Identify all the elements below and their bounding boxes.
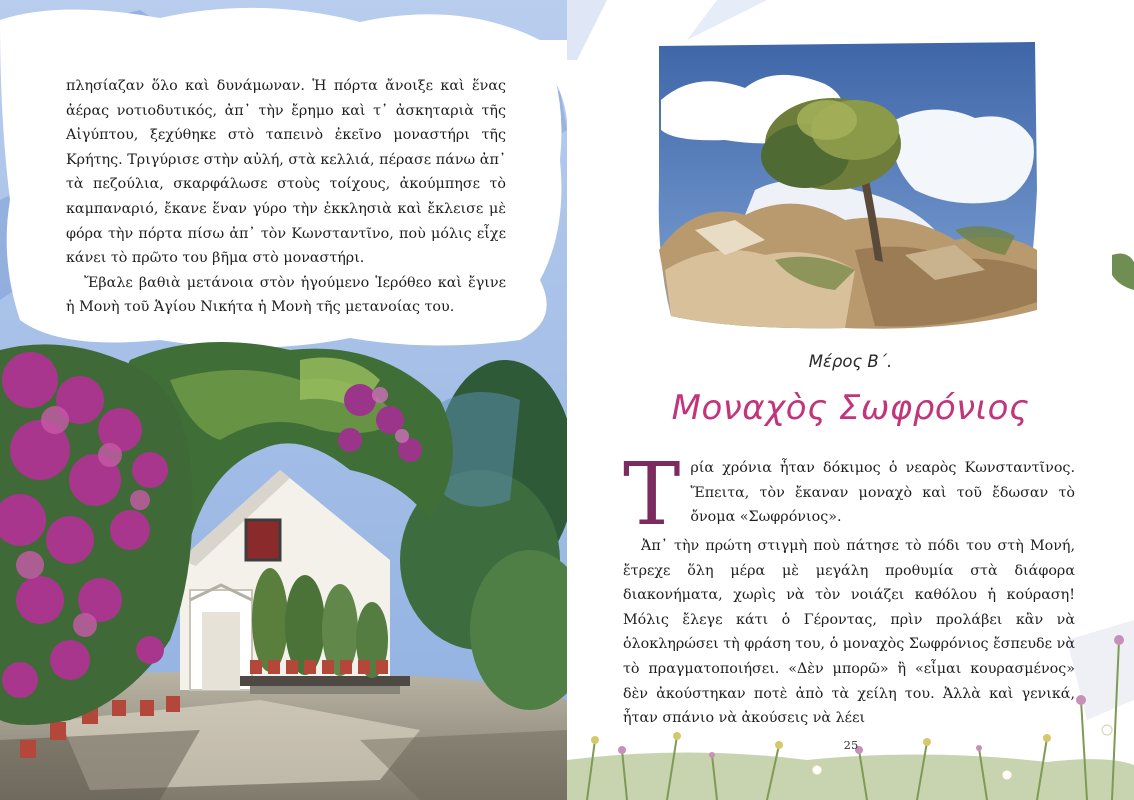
right-paragraph-2: Ἀπ᾽ τὴν πρώτη στιγμὴ ποὺ πάτησε τὸ πόδι του στὴ Μονή, ἔτρεχε ὅλη μέρα μὲ μεγάλη προθυμία στὰ διάφορα διακονήματα, χωρὶς νὰ τὸν νοιάζει καθόλου ἡ κούραση! Μόλις ἔλεγε κάτι ὁ Γέροντας, πρὶν προλάβει κἂν νὰ ὁλοκληρώσει τὴ φράση του, ὁ μοναχὸς Σωφρόνιος ἔσπευδε νὰ τὸ πραγματοποιήσει. «Δὲν μπορῶ» ἢ «εἶμαι κουρασμένος» δὲν ἀκούστηκαν ποτὲ ἀπὸ τὰ χείλη του. Ἀλλὰ καὶ γενικά, ἦταν σπάνιο νὰ ἀκούσεις νὰ λέει [623,538,1075,727]
drop-cap: Τ [623,445,681,545]
left-paragraph-2: Ἔβαλε βαθιὰ μετάνοια στὸν ἡγούμενο Ἱερόθεο καὶ ἔγινε ἡ Μονὴ τοῦ Ἁγίου Νικήτα ἡ Μονὴ τῆς μετανοίας του. [66,274,506,316]
page-number: 25 [843,738,859,752]
right-body-text [623,445,1075,731]
right-paragraph-1 [623,445,1075,545]
left-body-text [66,74,506,320]
tree-on-hill-illustration [655,40,1039,330]
right-page [567,0,1134,800]
right-paragraph-1-text: ρία χρόνια ἦταν δόκιμος ὁ νεαρὸς Κωνσταντῖνος. Ἔπειτα, τὸν ἔκαναν μοναχὸ καὶ τοῦ ἔδωσαν τὸ ὄνομα «Σωφρόνιος». [690,460,1075,526]
chapter-title: Μοναχὸς Σωφρόνιος [671,388,1030,428]
left-paragraph-1: πλησίαζαν ὅλο καὶ δυνάμωναν. Ἡ πόρτα ἄνοιξε καὶ ἕνας ἀέρας νοτιοδυτικός, ἀπ᾽ τὴν ἔρημο καὶ τ᾽ ἀσκηταριὰ τῆς Αἰγύπτου, ξεχύθηκε στὸ ταπεινὸ ἐκεῖνο μοναστήρι τῆς Κρήτης. Τριγύρισε στὴν αὐλή, στὰ κελλιά, πέρασε πάνω ἀπ᾽ τὰ πεζούλια, σκαρφάλωσε στοὺς τοίχους, ἀκούμπησε τὸ καμπαναριό, ἔκανε ἕναν γύρο τὴν ἐκκλησιὰ καὶ ἔκλεισε μὲ φόρα τὴν πόρτα πίσω ἀπ᾽ τὸν Κωνσταντῖνο, ποὺ μόλις εἶχε κάνει τὸ πρῶτο του βῆμα στὸ μοναστήρι. [66,78,506,267]
part-label: Μέρος Β΄. [808,352,893,371]
